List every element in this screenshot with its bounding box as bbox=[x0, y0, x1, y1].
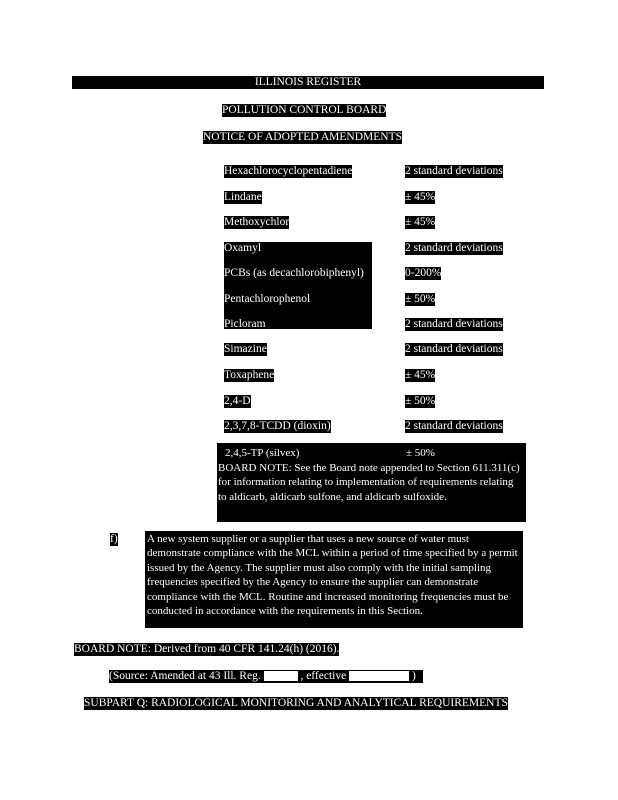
board-note-text: BOARD NOTE: See the Board note appended to Section 611.311(c) for information relating to implementation of requirements relating to aldicarb, aldicarb sulfone, and aldicarb sulfoxide. bbox=[218, 462, 520, 503]
source-middle: , effective bbox=[300, 670, 347, 682]
subpart-heading: SUBPART Q: RADIOLOGICAL MONITORING AND ANALYTICAL REQUIREMENTS bbox=[84, 697, 508, 709]
table-row-name: 2,3,7,8-TCDD (dioxin) bbox=[224, 420, 331, 432]
table-row-value: 2 standard deviations bbox=[405, 420, 503, 432]
table-row-name: Methoxychlor bbox=[224, 216, 290, 228]
board-title: POLLUTION CONTROL BOARD bbox=[222, 104, 387, 116]
register-header-bar bbox=[72, 76, 544, 89]
table-row-value: ± 50% bbox=[405, 395, 436, 407]
table-row-value: 2 standard deviations bbox=[405, 242, 503, 254]
paragraph-f-text: A new system supplier or a supplier that uses a new source of water must demonstrate compliance with the MCL within a period of time specified by a permit issued by the Agency. The supplier must also comply with the initial sampling frequencies specified by the Agency to ensure the supplier can demonstrate compliance with the MCL. Routine and increased monitoring frequencies must be conducted in accordance with the requirements in this Section. bbox=[147, 533, 518, 618]
table-row-value: 2 standard deviations bbox=[405, 165, 503, 177]
table-row-name: Picloram bbox=[224, 318, 266, 330]
source-suffix: ) bbox=[411, 670, 416, 682]
table-row-value: ± 45% bbox=[405, 191, 436, 203]
table-row-value: ± 50% bbox=[405, 293, 436, 305]
table-row-value: ± 50% bbox=[406, 447, 435, 459]
blank-field bbox=[264, 671, 298, 681]
table-row-name: 2,4,5-TP (silvex) bbox=[225, 447, 300, 459]
table-row-value: 2 standard deviations bbox=[405, 318, 503, 330]
table-shade-block bbox=[224, 242, 372, 329]
paragraph-label: f) bbox=[110, 533, 118, 545]
register-title: ILLINOIS REGISTER bbox=[254, 76, 362, 88]
table-row-value: ± 45% bbox=[405, 216, 436, 228]
table-row-value: 2 standard deviations bbox=[405, 343, 503, 355]
board-note-block bbox=[217, 443, 526, 522]
blank-field bbox=[349, 671, 409, 681]
table-row-name: PCBs (as decachlorobiphenyl) bbox=[224, 267, 364, 279]
source-line bbox=[109, 670, 423, 683]
paragraph-f-block bbox=[145, 531, 523, 628]
source-prefix: (Source: Amended at 43 Ill. Reg. bbox=[109, 670, 261, 682]
table-row-name: Simazine bbox=[224, 343, 267, 355]
table-row-name: Toxaphene bbox=[224, 369, 275, 381]
notice-title: NOTICE OF ADOPTED AMENDMENTS bbox=[203, 131, 403, 143]
board-note-derived: BOARD NOTE: Derived from 40 CFR 141.24(h) (2016). bbox=[74, 643, 340, 655]
table-row-value: 0-200% bbox=[405, 267, 442, 279]
table-row-value: ± 45% bbox=[405, 369, 436, 381]
table-row-name: Oxamyl bbox=[224, 242, 262, 254]
table-row-name: 2,4-D bbox=[224, 395, 251, 407]
table-row-name: Lindane bbox=[224, 191, 262, 203]
table-row-name: Pentachlorophenol bbox=[224, 293, 311, 305]
table-row-name: Hexachlorocyclopentadiene bbox=[224, 165, 353, 177]
